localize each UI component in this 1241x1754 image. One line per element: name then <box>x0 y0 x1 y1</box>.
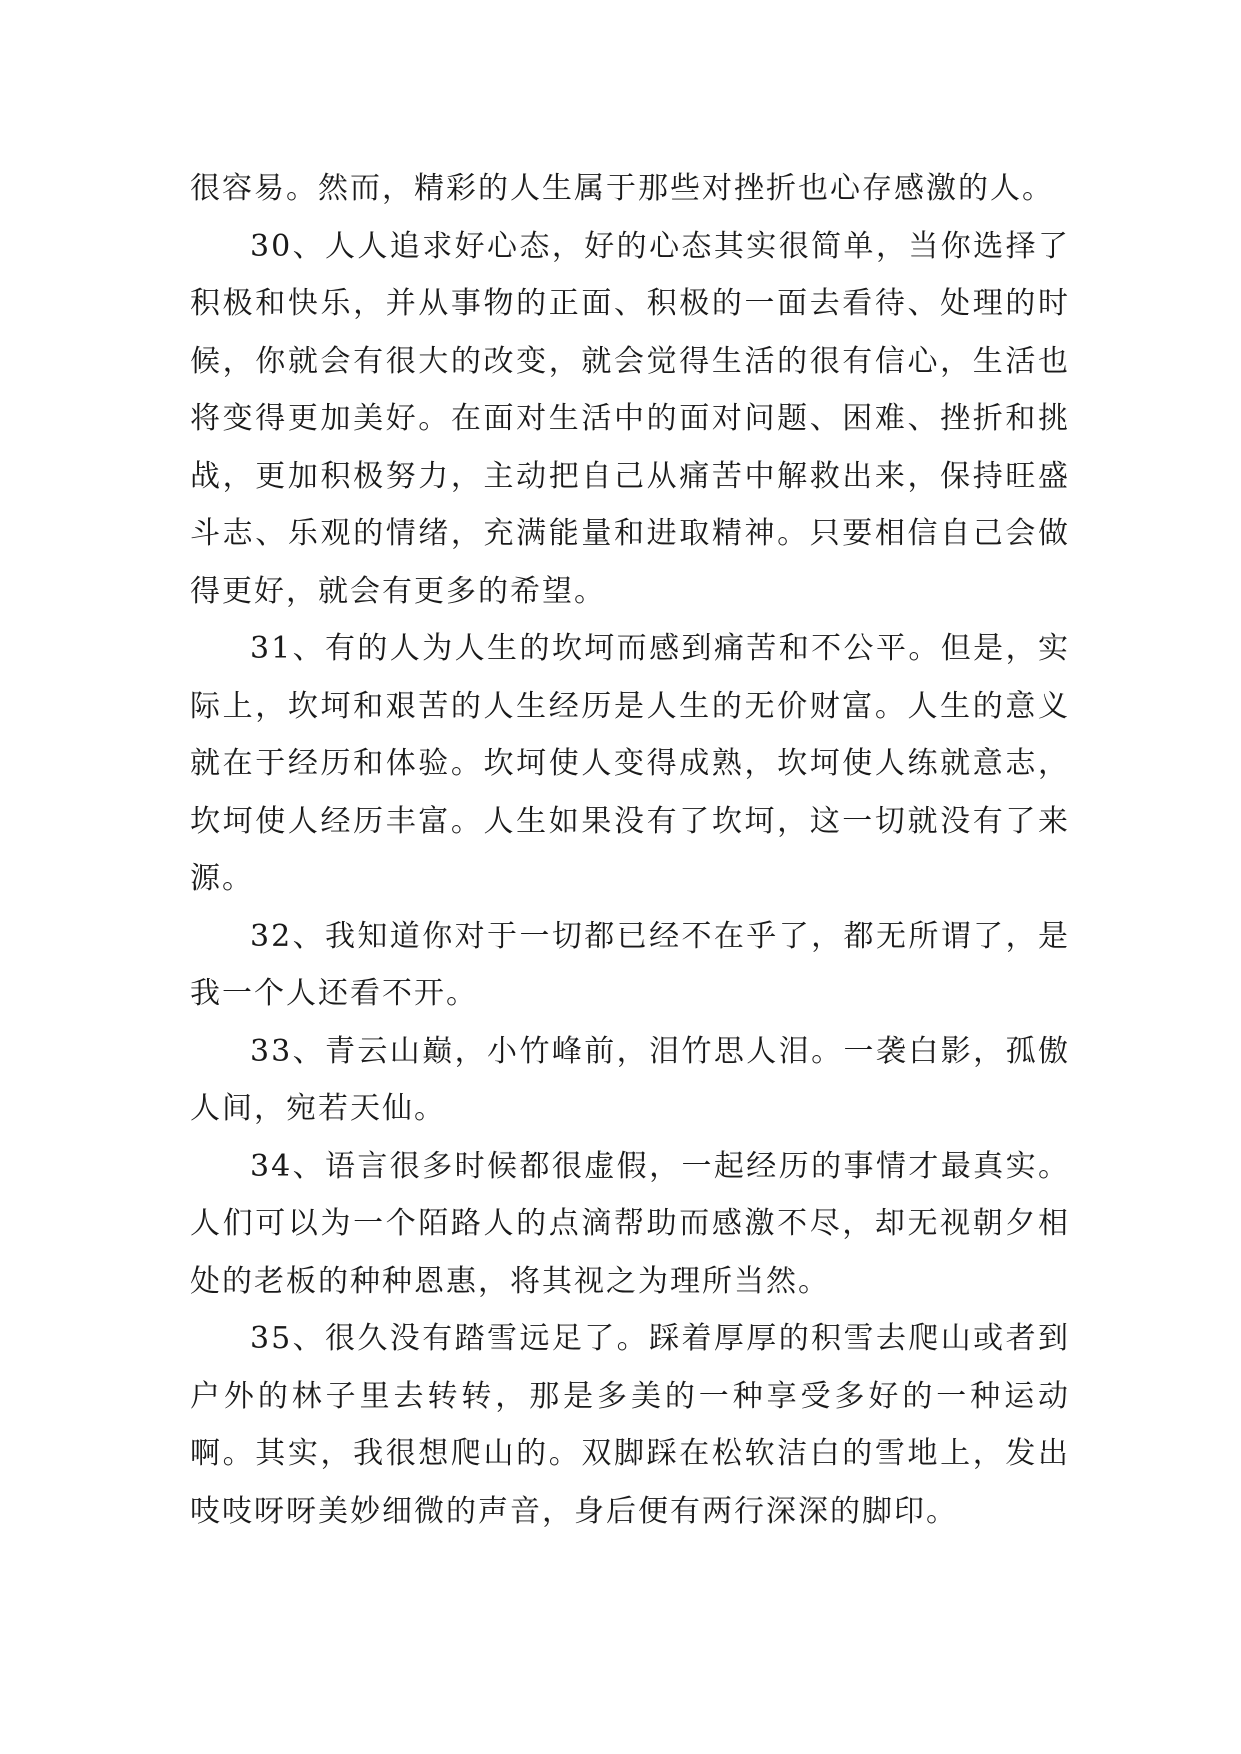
document-body <box>190 160 1070 1540</box>
paragraph-33: 33、青云山巅，小竹峰前，泪竹思人泪。一袭白影，孤傲人间，宛若天仙。 <box>190 1033 1070 1126</box>
paragraph-30: 30、人人追求好心态，好的心态其实很简单，当你选择了积极和快乐，并从事物的正面、积极的一面去看待、处理的时候，你就会有很大的改变，就会觉得生活的很有信心，生活也将变得更加美好。在面对生活中的面对问题、困难、挫折和挑战，更加积极努力，主动把自己从痛苦中解救出来，保持旺盛斗志、乐观的情绪，充满能量和进取精神。只要相信自己会做得更好，就会有更多的希望。 <box>190 228 1070 609</box>
paragraph-35: 35、很久没有踏雪远足了。踩着厚厚的积雪去爬山或者到户外的林子里去转转，那是多美的一种享受多好的一种运动啊。其实，我很想爬山的。双脚踩在松软洁白的雪地上，发出吱吱呀呀美妙细微的声音，身后便有两行深深的脚印。 <box>190 1321 1070 1529</box>
paragraph-continuation: 很容易。然而，精彩的人生属于那些对挫折也心存感激的人。 <box>190 171 1054 206</box>
paragraph-34: 34、语言很多时候都很虚假，一起经历的事情才最真实。人们可以为一个陌路人的点滴帮助而感激不尽，却无视朝夕相处的老板的种种恩惠，将其视之为理所当然。 <box>190 1148 1070 1299</box>
paragraph-32: 32、我知道你对于一切都已经不在乎了，都无所谓了，是我一个人还看不开。 <box>190 918 1070 1011</box>
paragraph-31: 31、有的人为人生的坎坷而感到痛苦和不公平。但是，实际上，坎坷和艰苦的人生经历是人生的无价财富。人生的意义就在于经历和体验。坎坷使人变得成熟，坎坷使人练就意志，坎坷使人经历丰富。人生如果没有了坎坷，这一切就没有了来源。 <box>190 631 1070 896</box>
